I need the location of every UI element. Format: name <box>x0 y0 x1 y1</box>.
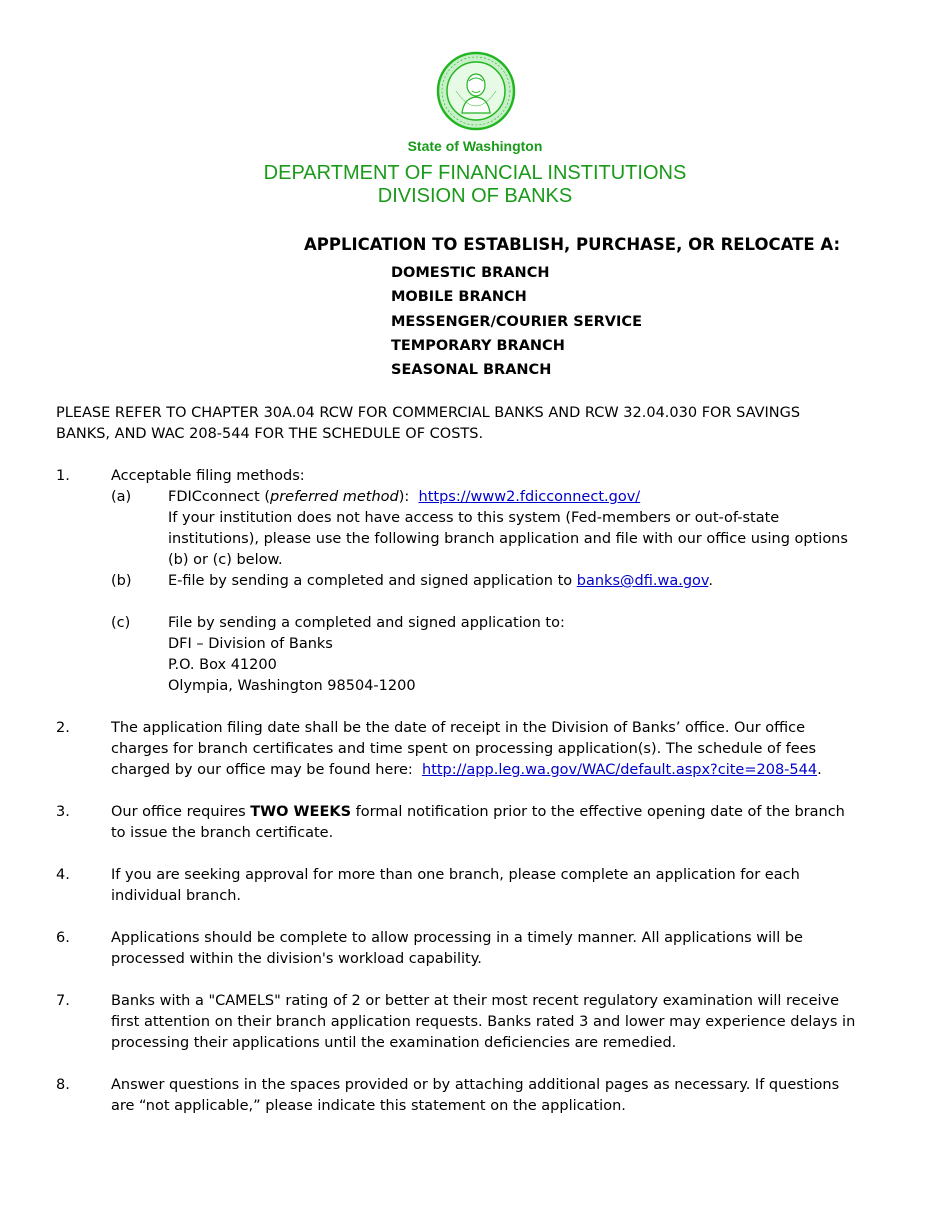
branch-type: SEASONAL BRANCH <box>391 362 552 379</box>
item-text: If you are seeking approval for more than one branch, please complete an application for each individual branch. <box>111 867 800 904</box>
item-number: 7. <box>56 993 70 1009</box>
branch-type: DOMESTIC BRANCH <box>391 265 550 281</box>
option-note: If your institution does not have access to this system (Fed-members or out-of-state institutions), please use the following branch application and file with our office using options (b) or (c) below. <box>168 510 848 568</box>
branch-type: TEMPORARY BRANCH <box>391 337 565 354</box>
option-text: E-file by sending a completed and signed application to <box>168 573 577 589</box>
option-text: . <box>708 573 713 589</box>
department-title <box>0 162 950 208</box>
address-line: P.O. Box 41200 <box>168 657 277 673</box>
item-number: 8. <box>56 1077 70 1093</box>
address-line: Olympia, Washington 98504-1200 <box>168 678 416 694</box>
item-text: The application filing date shall be the date of receipt in the Division of Banks’ office. Our office charges for branch certificates and time spent on processing application(s). The schedule of fees charged by our office may be found here: <box>111 720 821 778</box>
branch-types-list <box>391 261 642 382</box>
refer-notice: PLEASE REFER TO CHAPTER 30A.04 RCW FOR COMMERCIAL BANKS AND RCW 32.04.030 FOR SAVINGS BANKS, AND WAC 208-544 FOR THE SCHEDULE OF COSTS. <box>56 405 801 442</box>
option-italic: preferred method <box>269 489 399 505</box>
item-text: Banks with a "CAMELS" rating of 2 or better at their most recent regulatory examination will receive first attention on their branch application requests. Banks rated 3 and lower may experience delays in processing their applications until the examination deficiencies are remedied. <box>111 993 856 1051</box>
item-number: 2. <box>56 720 70 736</box>
item-text: Acceptable filing methods: <box>111 468 305 484</box>
application-title: APPLICATION TO ESTABLISH, PURCHASE, OR RELOCATE A: <box>304 235 841 254</box>
option-label: (a) <box>111 489 132 505</box>
address-line: DFI – Division of Banks <box>168 636 333 652</box>
item-number: 3. <box>56 804 70 820</box>
item-text: Answer questions in the spaces provided or by attaching additional pages as necessary. If questions are “not applicable,” please indicate this statement on the application. <box>111 1077 840 1114</box>
item-number: 1. <box>56 468 70 484</box>
state-name: State of Washington <box>407 138 543 154</box>
fdicconnect-link[interactable]: https://www2.fdicconnect.gov/ <box>418 489 641 505</box>
branch-type: MESSENGER/COURIER SERVICE <box>391 313 642 330</box>
item-text: . <box>817 762 822 778</box>
branch-type: MOBILE BRANCH <box>391 289 527 306</box>
item-text: Applications should be complete to allow processing in a timely manner. All applications will be processed within the division's workload capability. <box>111 930 803 967</box>
option-text: FDICconnect ( <box>168 489 270 505</box>
item-bold-text: TWO WEEKS <box>250 804 352 820</box>
fee-schedule-link[interactable]: http://app.leg.wa.gov/WAC/default.aspx?cite=208-544 <box>422 762 818 778</box>
item-text: formal notification prior to the effective opening date of the branch to issue the branch certificate. <box>111 804 845 841</box>
option-text: ): <box>398 489 419 505</box>
state-seal-icon <box>436 51 516 131</box>
email-link[interactable]: banks@dfi.wa.gov <box>576 573 709 589</box>
department-line-1: DEPARTMENT OF FINANCIAL INSTITUTIONS <box>263 162 687 184</box>
option-label: (c) <box>111 615 131 631</box>
option-label: (b) <box>111 573 132 589</box>
department-line-2: DIVISION OF BANKS <box>377 185 573 207</box>
item-number: 6. <box>56 930 70 946</box>
item-number: 4. <box>56 867 70 883</box>
item-text: Our office requires <box>111 804 251 820</box>
option-text: File by sending a completed and signed application to: <box>168 615 565 631</box>
